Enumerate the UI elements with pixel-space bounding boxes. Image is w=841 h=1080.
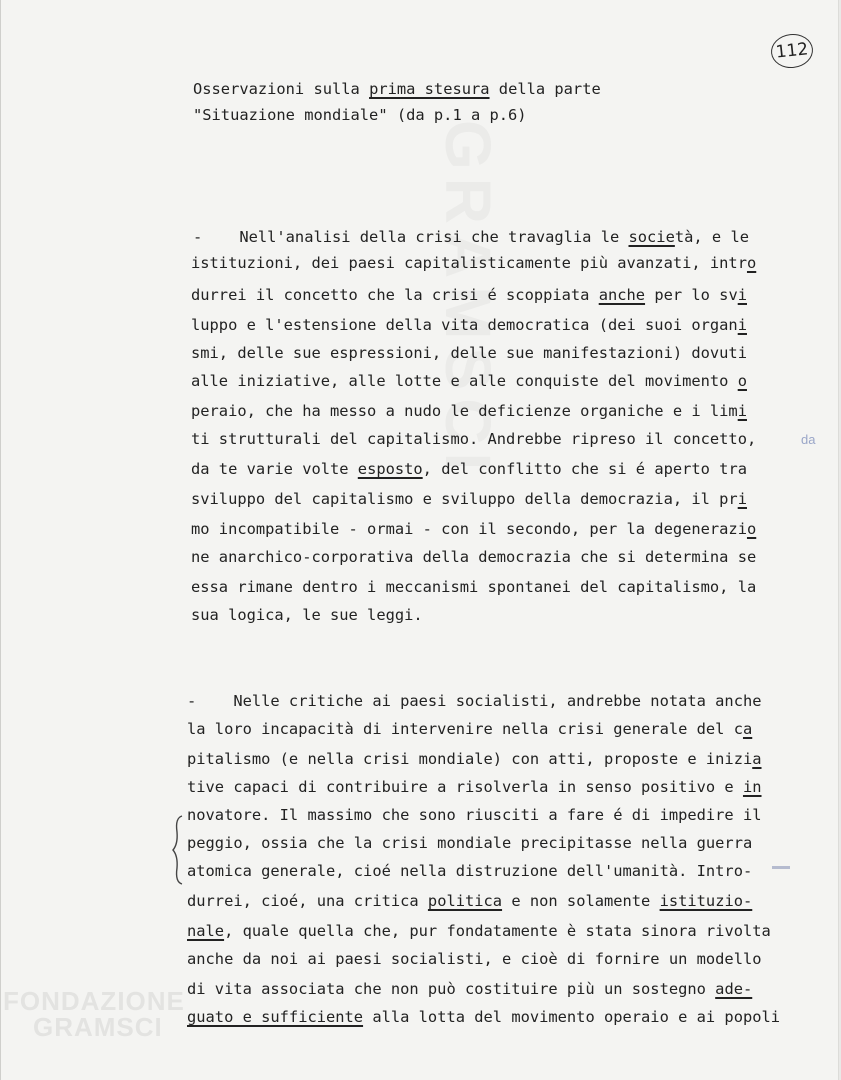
archive-watermark-vertical: GRAMSCI <box>432 120 504 479</box>
p1-line: smi, delle sue espressioni, delle sue manifestazioni) dovuti <box>191 344 747 362</box>
p1-line <box>191 402 747 420</box>
p1-line <box>191 520 756 538</box>
underlined-text: istituzio- <box>659 892 753 910</box>
underlined-text: o <box>737 372 747 390</box>
p2-line <box>187 892 752 910</box>
watermark-line-2: GRAMSCI <box>33 1012 163 1042</box>
underlined-text: in <box>742 778 762 796</box>
text: la loro incapacità di intervenire nella crisi generale del c <box>187 720 743 738</box>
heading-line-2: "Situazione mondiale" (da p.1 a p.6) <box>193 106 527 124</box>
p2-line <box>187 778 762 796</box>
text: mo incompatibile - ormai - con il secondo, per la degenerazi <box>191 520 747 538</box>
p2-line <box>187 750 762 768</box>
p1-line <box>193 228 749 246</box>
heading-underlined: prima stesura <box>369 80 490 98</box>
p1-line <box>191 460 747 478</box>
margin-brace-mark <box>171 814 185 886</box>
text: alla lotta del movimento operaio e ai popoli <box>363 1008 781 1026</box>
pen-mark <box>772 866 790 869</box>
underlined-text: a <box>752 750 762 768</box>
underlined-text: socie <box>628 228 675 246</box>
p2-line: novatore. Il massimo che sono riusciti a fare é di impedire il <box>187 806 762 824</box>
p2-line <box>187 720 752 738</box>
p2-line <box>187 1008 780 1026</box>
underlined-text: i <box>737 316 747 334</box>
p1-line <box>191 490 747 508</box>
p1-line: essa rimane dentro i meccanismi spontanei del capitalismo, la <box>191 578 757 596</box>
p1-line <box>191 254 756 272</box>
underlined-text: esposto <box>357 460 423 478</box>
page-number: 112 <box>774 39 810 63</box>
text: durrei, cioé, una critica <box>187 892 428 910</box>
text: pitalismo (e nella crisi mondiale) con atti, proposte e inizi <box>187 750 753 768</box>
p2-line <box>187 922 771 940</box>
text: , quale quella che, pur fondatamente è stata sinora rivolta <box>224 922 771 940</box>
p2-line: peggio, ossia che la crisi mondiale precipitasse nella guerra <box>187 834 753 852</box>
text: tive capaci di contribuire a risolverla in senso positivo e <box>187 778 743 796</box>
p2-line: anche da noi ai paesi socialisti, e cioè di fornire un modello <box>187 950 762 968</box>
margin-annotation: da <box>801 432 816 447</box>
underlined-text: politica <box>427 892 503 910</box>
p2-line: atomica generale, cioé nella distruzione dell'umanità. Intro- <box>187 862 753 880</box>
heading-line-1 <box>193 80 601 98</box>
underlined-text: a <box>742 720 753 738</box>
p1-line <box>191 372 747 390</box>
text: di vita associata che non può costituire più un sostegno <box>187 980 716 998</box>
underlined-text: o <box>746 254 757 272</box>
underlined-text: i <box>737 490 747 508</box>
p2-line: - Nelle critiche ai paesi socialisti, andrebbe notata anche <box>187 692 762 710</box>
p1-line: sua logica, le sue leggi. <box>191 606 423 624</box>
underlined-text: i <box>737 286 747 304</box>
heading-text: della parte <box>489 80 601 98</box>
underlined-text: guato e sufficiente <box>187 1008 364 1026</box>
underlined-text: i <box>737 402 747 420</box>
underlined-text: ade- <box>715 980 753 998</box>
heading-text: Osservazioni sulla <box>193 80 370 98</box>
archive-watermark <box>3 988 185 1040</box>
text: sviluppo del capitalismo e sviluppo della democrazia, il pr <box>191 490 738 508</box>
text: - Nell'analisi della crisi che travaglia le <box>193 228 629 246</box>
underlined-text: nale <box>187 922 225 940</box>
watermark-line-1: FONDAZIONE <box>3 986 185 1016</box>
p1-line: ti strutturali del capitalismo. Andrebbe ripreso il concetto, <box>191 430 757 448</box>
text: alle iniziative, alle lotte e alle conquiste del movimento <box>191 372 738 390</box>
underlined-text: o <box>746 520 757 538</box>
p1-line: ne anarchico-corporativa della democrazia che si determina se <box>191 548 757 566</box>
p1-line <box>191 316 747 334</box>
text: luppo e l'estensione della vita democratica (dei suoi organ <box>191 316 738 334</box>
text: tà, e le <box>674 228 749 246</box>
text: da te varie volte <box>191 460 358 478</box>
text: peraio, che ha messo a nudo le deficienze organiche e i lim <box>191 402 738 420</box>
text: e non solamente <box>502 892 660 910</box>
text: , del conflitto che si é aperto tra <box>422 460 747 478</box>
p1-line <box>191 286 747 304</box>
text: durrei il concetto che la crisi é scoppiata <box>191 286 599 304</box>
text: per lo sv <box>645 286 738 304</box>
page-number-stamp <box>769 32 814 70</box>
underlined-text: anche <box>598 286 646 304</box>
text: istituzioni, dei paesi capitalisticamente più avanzati, intr <box>191 254 747 272</box>
p2-line <box>187 980 752 998</box>
